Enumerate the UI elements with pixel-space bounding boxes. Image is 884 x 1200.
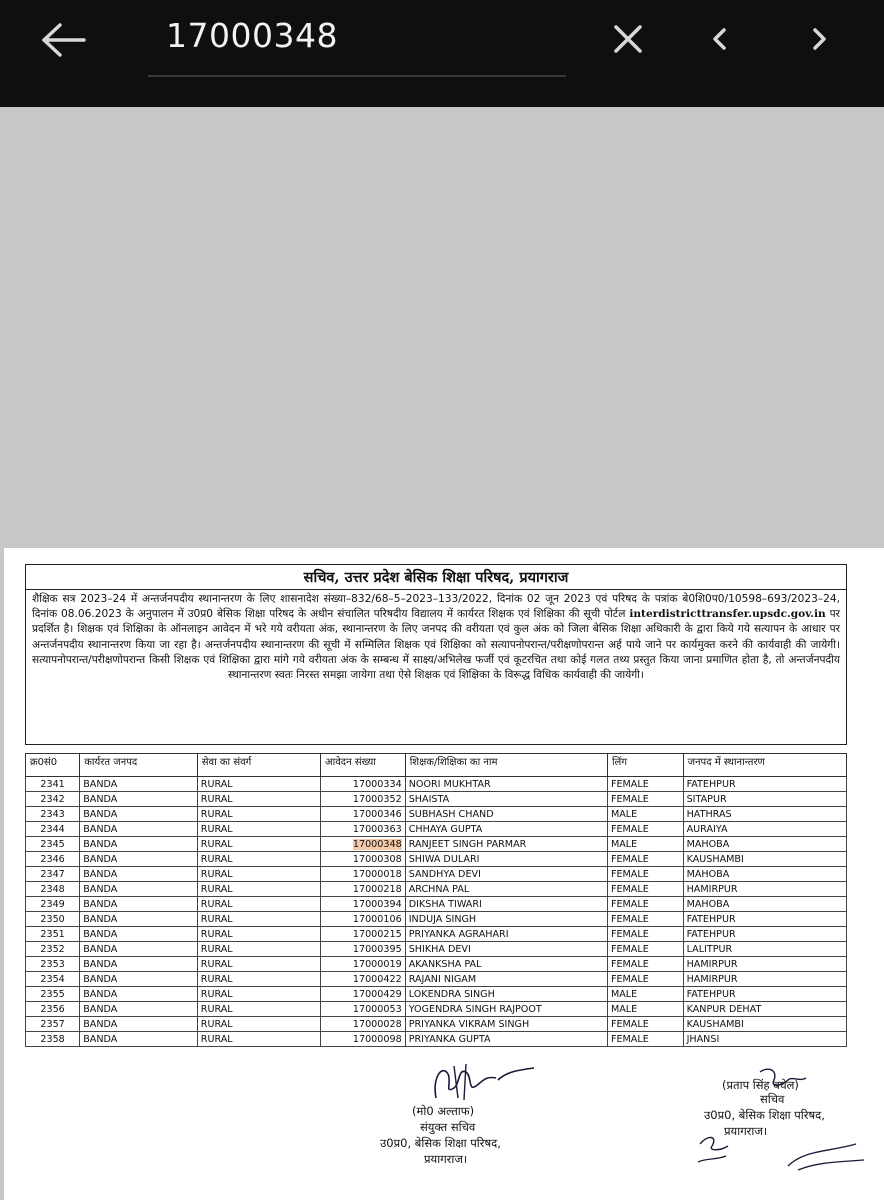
- application-number-text: 17000019: [352, 958, 402, 970]
- arrow-left-icon: [30, 18, 94, 62]
- transfer-district-cell: FATEHPUR: [683, 912, 846, 927]
- transfer-district-cell: AURAIYA: [683, 822, 846, 837]
- secretary-city: प्रयागराज।: [724, 1124, 768, 1138]
- column-header-working-district: कार्यरत जनपद: [80, 754, 198, 777]
- cadre-cell: RURAL: [197, 987, 320, 1002]
- application-number-text: 17000106: [352, 913, 402, 925]
- district-cell: BANDA: [80, 837, 198, 852]
- district-cell: BANDA: [80, 927, 198, 942]
- gender-cell: FEMALE: [607, 972, 683, 987]
- gender-cell: FEMALE: [607, 852, 683, 867]
- table-row: [26, 807, 847, 822]
- application-number-text: 17000308: [352, 853, 402, 865]
- district-cell: BANDA: [80, 942, 198, 957]
- table-row: [26, 897, 847, 912]
- table-row: [26, 1002, 847, 1017]
- cadre-cell: RURAL: [197, 822, 320, 837]
- transfer-district-cell: JHANSI: [683, 1032, 846, 1047]
- serial-cell: 2356: [26, 1002, 80, 1017]
- district-cell: BANDA: [80, 822, 198, 837]
- district-cell: BANDA: [80, 792, 198, 807]
- district-cell: BANDA: [80, 1017, 198, 1032]
- transfer-district-cell: LALITPUR: [683, 942, 846, 957]
- column-header-application-number: आवेदन संख्या: [321, 754, 406, 777]
- document-title: सचिव, उत्तर प्रदेश बेसिक शिक्षा परिषद, प्रयागराज: [26, 565, 846, 590]
- table-row: [26, 972, 847, 987]
- transfer-district-cell: HAMIRPUR: [683, 957, 846, 972]
- transfer-district-cell: MAHOBA: [683, 837, 846, 852]
- application-number-text: 17000053: [352, 1003, 402, 1015]
- district-cell: BANDA: [80, 897, 198, 912]
- application-number-text: 17000018: [352, 868, 402, 880]
- teacher-name-cell: NOORI MUKHTAR: [405, 777, 607, 792]
- table-row: [26, 822, 847, 837]
- teacher-name-cell: AKANKSHA PAL: [405, 957, 607, 972]
- application-number-text: 17000028: [352, 1018, 402, 1030]
- application-number-cell: [321, 987, 406, 1002]
- joint-secretary-designation: संयुक्त सचिव: [420, 1120, 476, 1134]
- previous-match-button[interactable]: [700, 18, 740, 62]
- cadre-cell: RURAL: [197, 912, 320, 927]
- application-number-cell: [321, 1002, 406, 1017]
- table-row: [26, 912, 847, 927]
- cadre-cell: RURAL: [197, 1002, 320, 1017]
- application-number-cell: [321, 882, 406, 897]
- cadre-cell: RURAL: [197, 942, 320, 957]
- gender-cell: MALE: [607, 1002, 683, 1017]
- back-button[interactable]: [30, 18, 94, 62]
- gender-cell: MALE: [607, 807, 683, 822]
- teacher-name-cell: SHIWA DULARI: [405, 852, 607, 867]
- cadre-cell: RURAL: [197, 792, 320, 807]
- find-input[interactable]: 17000348: [166, 16, 338, 55]
- find-input-underline: [148, 75, 566, 77]
- gender-cell: FEMALE: [607, 912, 683, 927]
- table-row: [26, 882, 847, 897]
- application-number-cell: [321, 792, 406, 807]
- application-number-text: 17000363: [352, 823, 402, 835]
- district-cell: BANDA: [80, 852, 198, 867]
- serial-cell: 2341: [26, 777, 80, 792]
- application-number-cell: [321, 897, 406, 912]
- cadre-cell: RURAL: [197, 852, 320, 867]
- table-row: [26, 927, 847, 942]
- teacher-name-cell: SUBHASH CHAND: [405, 807, 607, 822]
- application-number-cell: [321, 972, 406, 987]
- serial-cell: 2351: [26, 927, 80, 942]
- transfer-district-cell: FATEHPUR: [683, 987, 846, 1002]
- table-row: [26, 852, 847, 867]
- transfer-district-cell: HAMIRPUR: [683, 882, 846, 897]
- table-row: [26, 987, 847, 1002]
- gender-cell: FEMALE: [607, 927, 683, 942]
- find-bar: [0, 0, 884, 107]
- district-cell: BANDA: [80, 867, 198, 882]
- district-cell: BANDA: [80, 957, 198, 972]
- serial-cell: 2355: [26, 987, 80, 1002]
- secretary-name: (प्रताप सिंह बघेल): [722, 1078, 799, 1092]
- cadre-cell: RURAL: [197, 1017, 320, 1032]
- application-number-cell: [321, 852, 406, 867]
- serial-cell: 2350: [26, 912, 80, 927]
- application-number-text: 17000422: [352, 973, 402, 985]
- teacher-name-cell: RAJANI NIGAM: [405, 972, 607, 987]
- table-row: [26, 792, 847, 807]
- gender-cell: FEMALE: [607, 777, 683, 792]
- serial-cell: 2348: [26, 882, 80, 897]
- serial-cell: 2343: [26, 807, 80, 822]
- serial-cell: 2349: [26, 897, 80, 912]
- district-cell: BANDA: [80, 987, 198, 1002]
- teacher-name-cell: INDUJA SINGH: [405, 912, 607, 927]
- close-icon: [604, 18, 652, 62]
- transfer-district-cell: KAUSHAMBI: [683, 852, 846, 867]
- teacher-name-cell: ARCHNA PAL: [405, 882, 607, 897]
- application-number-text: 17000098: [352, 1033, 402, 1045]
- application-number-text: 17000215: [352, 928, 402, 940]
- application-number-cell: [321, 867, 406, 882]
- image-viewer-background: [0, 107, 884, 548]
- application-number-cell: [321, 1017, 406, 1032]
- transfer-district-cell: SITAPUR: [683, 792, 846, 807]
- gender-cell: FEMALE: [607, 792, 683, 807]
- serial-cell: 2347: [26, 867, 80, 882]
- cadre-cell: RURAL: [197, 777, 320, 792]
- serial-cell: 2346: [26, 852, 80, 867]
- serial-cell: 2342: [26, 792, 80, 807]
- district-cell: BANDA: [80, 777, 198, 792]
- table-row: [26, 957, 847, 972]
- teacher-name-cell: SANDHYA DEVI: [405, 867, 607, 882]
- district-cell: BANDA: [80, 1002, 198, 1017]
- application-number-cell: [321, 912, 406, 927]
- gender-cell: FEMALE: [607, 942, 683, 957]
- cadre-cell: RURAL: [197, 927, 320, 942]
- application-number-cell: [321, 942, 406, 957]
- serial-cell: 2354: [26, 972, 80, 987]
- application-number-text: 17000218: [352, 883, 402, 895]
- teacher-name-cell: CHHAYA GUPTA: [405, 822, 607, 837]
- transfer-district-cell: HATHRAS: [683, 807, 846, 822]
- column-header-gender: लिंग: [607, 754, 683, 777]
- serial-cell: 2358: [26, 1032, 80, 1047]
- application-number-cell: [321, 807, 406, 822]
- table-row: [26, 942, 847, 957]
- next-match-button[interactable]: [800, 18, 840, 62]
- application-number-text: 17000352: [352, 793, 402, 805]
- transfer-district-cell: FATEHPUR: [683, 927, 846, 942]
- teacher-name-cell: DIKSHA TIWARI: [405, 897, 607, 912]
- district-cell: BANDA: [80, 807, 198, 822]
- table-row: [26, 1032, 847, 1047]
- application-number-text: 17000334: [352, 778, 402, 790]
- notice-paragraph: [26, 590, 846, 683]
- district-cell: BANDA: [80, 912, 198, 927]
- district-cell: BANDA: [80, 882, 198, 897]
- cadre-cell: RURAL: [197, 957, 320, 972]
- cadre-cell: RURAL: [197, 807, 320, 822]
- teacher-name-cell: RANJEET SINGH PARMAR: [405, 837, 607, 852]
- gender-cell: FEMALE: [607, 1017, 683, 1032]
- column-header-cadre: सेवा का संवर्ग: [197, 754, 320, 777]
- column-header-teacher-name: शिक्षक/शिक्षिका का नाम: [405, 754, 607, 777]
- transfer-district-cell: KAUSHAMBI: [683, 1017, 846, 1032]
- gender-cell: FEMALE: [607, 1032, 683, 1047]
- notice-text-end: पर प्रदर्शित है। शिक्षक एवं शिक्षिका के ऑनलाइन आवेदन में भरे गये वरीयता अंक, स्थानान्तरण के लिए जनपद की वरीयता एवं कुल अंक को जिला बेसिक शिक्षा अधिकारी के द्वारा किये गये सत्यापन के आधार पर अन्तर्जनपदीय स्थानान्तरण किया जा रहा है। अन्तर्जनपदीय स्थानान्तरण की सूची में सम्मिलित शिक्षक एवं शिक्षिका को सत्यापनोपरान्त/परीक्षणोपरान्त अर्ह पाये जाने पर कार्यमुक्त करने की कार्यवाही की जायेगी। सत्यापनोपरान्त/परीक्षणोपरान्त किसी शिक्षक एवं शिक्षिका द्वारा मांगे गये वरीयता अंक के सम्बन्ध में साक्ष्य/अभिलेख फर्जी एवं कूटरचित तथा कोई गलत तथ्य प्रस्तुत किया जाना प्रमाणित होता है, तो अन्तर्जनपदीय स्थानान्तरण स्वतः निरस्त समझा जायेगा तथा ऐसे शिक्षक एवं शिक्षिका के विरूद्ध विधिक कार्यवाही की जायेगी।: [32, 608, 841, 682]
- secretary-org: उ0प्र0, बेसिक शिक्षा परिषद,: [704, 1108, 825, 1122]
- table-row: [26, 867, 847, 882]
- cadre-cell: RURAL: [197, 837, 320, 852]
- table-row: [26, 837, 847, 852]
- handwritten-signature-icon: [414, 1058, 544, 1106]
- joint-secretary-city: प्रयागराज।: [424, 1152, 468, 1166]
- application-number-cell: [321, 822, 406, 837]
- application-number-cell: [321, 837, 406, 852]
- gender-cell: FEMALE: [607, 822, 683, 837]
- application-number-text: 17000429: [352, 988, 402, 1000]
- notice-header: [25, 564, 847, 745]
- application-number-text: 17000346: [352, 808, 402, 820]
- document-page: [4, 548, 884, 1200]
- gender-cell: FEMALE: [607, 957, 683, 972]
- serial-cell: 2345: [26, 837, 80, 852]
- district-cell: BANDA: [80, 972, 198, 987]
- serial-cell: 2357: [26, 1017, 80, 1032]
- gender-cell: MALE: [607, 987, 683, 1002]
- chevron-right-icon: [800, 18, 840, 62]
- teacher-name-cell: YOGENDRA SINGH RAJPOOT: [405, 1002, 607, 1017]
- chevron-left-icon: [700, 18, 740, 62]
- teacher-name-cell: LOKENDRA SINGH: [405, 987, 607, 1002]
- application-number-cell: [321, 957, 406, 972]
- transfer-list-table: [25, 753, 847, 1047]
- cadre-cell: RURAL: [197, 882, 320, 897]
- table-row: [26, 1017, 847, 1032]
- search-match-highlight: 17000348: [352, 838, 402, 850]
- handwritten-signature-icon: [688, 1066, 874, 1196]
- column-header-transfer-district: जनपद में स्थानान्तरण: [683, 754, 846, 777]
- secretary-designation: सचिव: [760, 1092, 785, 1106]
- teacher-name-cell: PRIYANKA AGRAHARI: [405, 927, 607, 942]
- application-number-cell: [321, 777, 406, 792]
- transfer-district-cell: FATEHPUR: [683, 777, 846, 792]
- transfer-district-cell: HAMIRPUR: [683, 972, 846, 987]
- cadre-cell: RURAL: [197, 867, 320, 882]
- teacher-name-cell: SHAISTA: [405, 792, 607, 807]
- application-number-cell: [321, 1032, 406, 1047]
- transfer-district-cell: KANPUR DEHAT: [683, 1002, 846, 1017]
- column-header-serial: क्र0सं0: [26, 754, 80, 777]
- transfer-district-cell: MAHOBA: [683, 867, 846, 882]
- table-header-row: [26, 754, 847, 777]
- joint-secretary-name: (मो0 अल्ताफ): [412, 1104, 475, 1118]
- serial-cell: 2353: [26, 957, 80, 972]
- gender-cell: FEMALE: [607, 897, 683, 912]
- signature-block-joint-secretary: [380, 1058, 584, 1198]
- application-number-cell: [321, 927, 406, 942]
- joint-secretary-org: उ0प्र0, बेसिक शिक्षा परिषद,: [380, 1136, 501, 1150]
- gender-cell: FEMALE: [607, 867, 683, 882]
- district-cell: BANDA: [80, 1032, 198, 1047]
- gender-cell: MALE: [607, 837, 683, 852]
- signature-block-secretary: [664, 1066, 874, 1196]
- teacher-name-cell: SHIKHA DEVI: [405, 942, 607, 957]
- cadre-cell: RURAL: [197, 1032, 320, 1047]
- application-number-text: 17000395: [352, 943, 402, 955]
- cadre-cell: RURAL: [197, 972, 320, 987]
- cadre-cell: RURAL: [197, 897, 320, 912]
- teacher-name-cell: PRIYANKA GUPTA: [405, 1032, 607, 1047]
- table-row: [26, 777, 847, 792]
- serial-cell: 2352: [26, 942, 80, 957]
- transfer-district-cell: MAHOBA: [683, 897, 846, 912]
- portal-url: interdistricttransfer.upsdc.gov.in: [629, 608, 826, 621]
- serial-cell: 2344: [26, 822, 80, 837]
- gender-cell: FEMALE: [607, 882, 683, 897]
- application-number-text: 17000394: [352, 898, 402, 910]
- notice-text-start: शैक्षिक सत्र 2023–24 में अन्तर्जनपदीय स्थानान्तरण के लिए शासनादेश संख्या–832/68–5–2023–133/2022, दिनांक 02 जून 2023 एवं परिषद के पत्रांक बे0शि0प0/10598–693/2023–24, दिनांक 08.06.2023 के अनुपालन में उ0प्र0 बेसिक शिक्षा परिषद के अधीन संचालित परिषदीय विद्यालय में कार्यरत शिक्षक एवं शिक्षिका की सूची पोर्टल: [32, 593, 840, 621]
- teacher-name-cell: PRIYANKA VIKRAM SINGH: [405, 1017, 607, 1032]
- clear-button[interactable]: [604, 18, 652, 62]
